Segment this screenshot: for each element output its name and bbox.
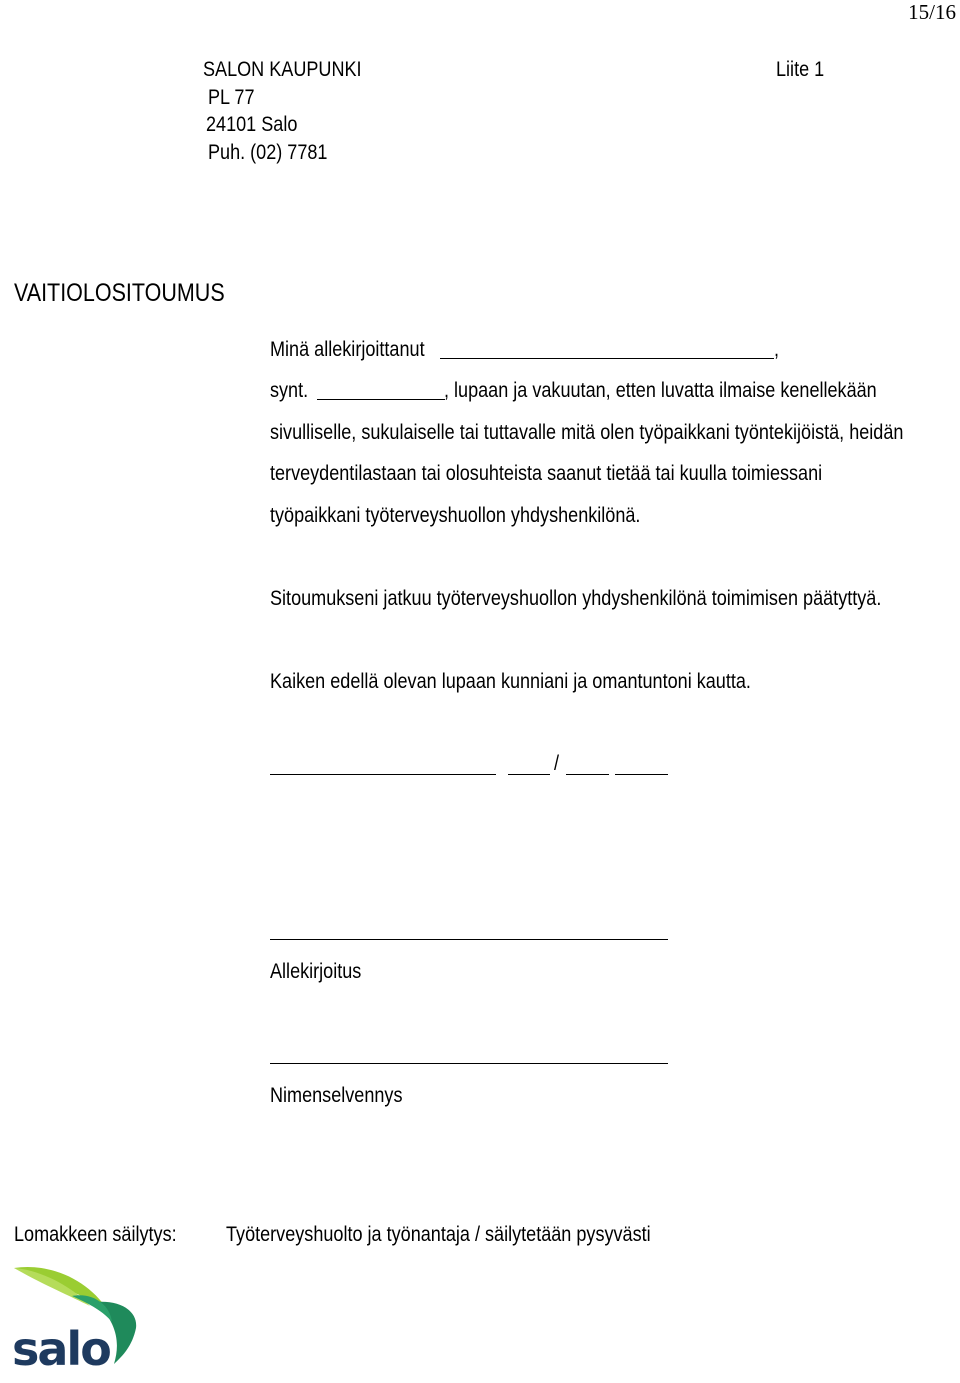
salo-logo <box>12 1262 142 1372</box>
body-line2-prefix: synt. <box>270 379 309 402</box>
address-pobox: PL 77 <box>208 86 255 109</box>
year-blank-line[interactable] <box>615 774 668 775</box>
logo-wordmark: salo <box>12 1322 110 1372</box>
name-clarification-blank-line[interactable] <box>270 1063 668 1064</box>
document-title: VAITIOLOSITOUMUS <box>14 279 225 307</box>
body-line5: työpaikkani työterveyshuollon yhdyshenkilönä. <box>270 504 641 527</box>
name-clarification-label: Nimenselvennys <box>270 1084 403 1107</box>
name-blank-line[interactable] <box>440 358 774 359</box>
body-line4: terveydentilastaan tai olosuhteista saanut tietää tai kuulla toimiessani <box>270 462 823 485</box>
body-line2-suffix: , lupaan ja vakuutan, etten luvatta ilmaise kenellekään <box>444 379 877 402</box>
body-line1-suffix: , <box>774 338 780 361</box>
signature-label: Allekirjoitus <box>270 960 362 983</box>
signature-blank-line[interactable] <box>270 939 668 940</box>
birthdate-blank-line[interactable] <box>317 399 445 400</box>
date-separator: / <box>554 752 560 775</box>
day-blank-line[interactable] <box>508 774 550 775</box>
address-postal: 24101 Salo <box>206 113 298 136</box>
storage-value: Työterveyshuolto ja työnantaja / säilytetään pysyvästi <box>226 1223 651 1246</box>
place-blank-line[interactable] <box>270 774 496 775</box>
body-line3: sivulliselle, sukulaiselle tai tuttavalle mitä olen työpaikkani työntekijöistä, heidän <box>270 421 904 444</box>
storage-label: Lomakkeen säilytys: <box>14 1223 177 1246</box>
org-name: SALON KAUPUNKI <box>203 58 362 81</box>
page-number: 15/16 <box>908 0 956 24</box>
appendix-label: Liite 1 <box>776 58 825 81</box>
month-blank-line[interactable] <box>566 774 609 775</box>
phone: Puh. (02) 7781 <box>208 141 328 164</box>
paragraph-oath: Kaiken edellä olevan lupaan kunniani ja omantuntoni kautta. <box>270 670 751 693</box>
body-line1-prefix: Minä allekirjoittanut <box>270 338 425 361</box>
paragraph-continuation: Sitoumukseni jatkuu työterveyshuollon yhdyshenkilönä toimimisen päätyttyä. <box>270 587 882 610</box>
